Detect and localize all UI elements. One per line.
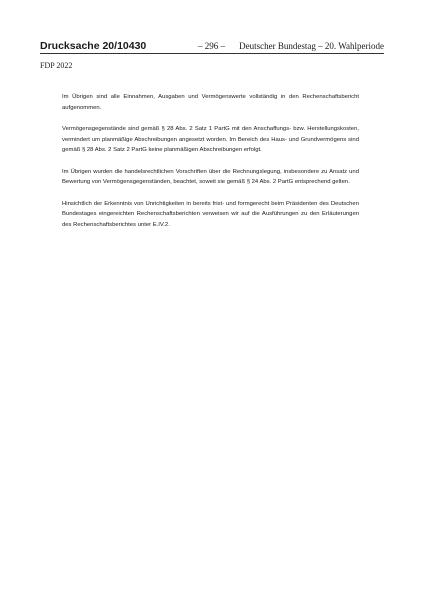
header-rule — [40, 53, 384, 54]
page-header — [40, 40, 384, 54]
body-text — [62, 92, 359, 241]
paragraph-4: Hinsichtlich der Erkenntnis von Unrichtigkeiten in bereits frist- und formgerecht beim Präsidenten des Deutschen Bundestages eingereichten Rechenschaftsberichten verweisen wir auf die Ausführungen zu den Erläuterungen des Rechenschaftsberichtes unter E.IV.2. — [62, 200, 359, 228]
section-label: FDP 2022 — [40, 61, 73, 70]
paragraph-2: Vermögensgegenstände sind gemäß § 28 Abs. 2 Satz 1 PartG mit den Anschaffungs- bzw. Herstellungskosten, vermindert um planmäßige Abschreibungen angesetzt worden. Im Bereich des Haus- und Grundvermögens sind gemäß § 28 Abs. 2 Satz 2 PartG keine planmäßigen Abschreibungen erfolgt. — [62, 126, 359, 153]
document-label-prefix: Drucksache 20/ — [40, 40, 118, 52]
legislative-period: Deutscher Bundestag – 20. Wahlperiode — [239, 41, 384, 51]
document-label — [40, 40, 146, 52]
paragraph-3: Im Übrigen wurden die handelsrechtlichen Vorschriften über die Rechnungslegung, insbesondere zu Ansatz und Bewertung von Vermögensgegenständen, beachtet, soweit sie gemäß § 24 Abs. 2 PartG entsprechend gelten. — [62, 168, 359, 185]
document-number: 10430 — [117, 40, 147, 52]
page-number: – 296 – — [198, 41, 225, 51]
paragraph-1: Im Übrigen sind alle Einnahmen, Ausgaben und Vermögenswerte vollständig in den Rechenschaftsbericht aufgenommen. — [62, 94, 359, 111]
